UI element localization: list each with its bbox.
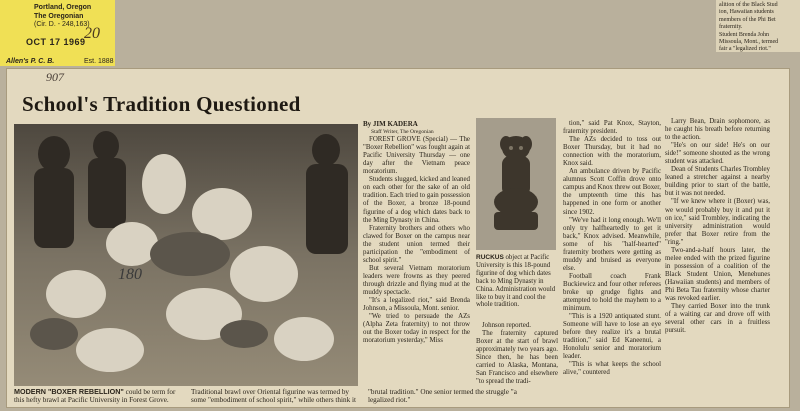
article-column-5 xyxy=(665,118,770,408)
paragraph: "We tried to persuade the AZs (Alpha Zeta fraternity) to not throw out the Boxer today in respect for the moratorium yesterday," Miss xyxy=(363,313,470,345)
label-date: OCT 17 1969 xyxy=(26,37,86,47)
label-paper: The Oregonian xyxy=(34,12,84,20)
photo-caption xyxy=(14,387,517,410)
dog-figurine-photo xyxy=(476,118,556,250)
clipping-agency xyxy=(6,58,114,65)
paragraph: Johnson reported. xyxy=(482,322,531,329)
brawl-photo-illustration xyxy=(14,124,358,386)
adjacent-article-stub xyxy=(716,0,800,52)
clipping-service-label xyxy=(0,0,115,66)
paragraph: They carried Boxer into the trunk of a waiting car and drove off with several other cars in a fruitless pursuit. xyxy=(665,303,770,335)
paragraph: Football coach Frank Buckiewicz and four other referees broke up grudge fights and attempted to hold the mayhem to a minimum. xyxy=(563,272,661,313)
photo-caption-text: could be term for this hefty brawl at Pacific University in Forest Grove. Traditional brawl over Oriental figurine was termed by some "embodiment of xyxy=(14,388,350,404)
stub-line: Student Brenda John xyxy=(719,31,769,38)
article-column-4 xyxy=(563,120,661,408)
paragraph: The fraternity captured Boxer at the start of brawl approximately two years ago. Since then, he has been carried to Alaska, Montana, San Francisco and elsewhere "to spread the tradi- xyxy=(476,330,558,386)
paragraph: Two-and-a-half hours later, the melee ended with the prized figurine in possession of a coalition of the Black Student Union, Menehunes (Hawaiian students) and members of Phi Beta Tau fraternity whose charter was revoked earlier. xyxy=(665,246,770,303)
stub-line: ion, Hawaiian students xyxy=(719,9,774,16)
label-circulation: (Cir. D. - 248,163) xyxy=(34,21,90,28)
dog-figurine-illustration xyxy=(476,118,556,250)
handwritten-id: 907 xyxy=(46,70,64,84)
column-5-text xyxy=(665,118,770,335)
column-3-text xyxy=(476,322,558,386)
paragraph: Fraternity brothers and others who clawed for Boxer on the campus near the student union termed their participation the "embodiment of school spirit." xyxy=(363,224,470,264)
paragraph: "We've had it long enough. We'll only try halfheartedly to get it back," Knox advised. Meanwhile, some of his "half-hearted" fraternity brothers were getting as muddy and bruised as everyone else. xyxy=(563,216,661,272)
agency-name: Allen's P. C. B. xyxy=(6,58,55,65)
article-column-3 xyxy=(476,322,558,408)
figurine-caption-lead: RUCKUS xyxy=(476,254,504,261)
paragraph: "It's a legalized riot," said Brenda Johnson, a Missoula, Mont. senior. xyxy=(363,297,470,313)
label-page-number: 20 xyxy=(84,25,100,42)
stub-line: fraternity. xyxy=(719,24,743,31)
brawl-photo xyxy=(14,124,358,386)
photo-caption-lead: MODERN "BOXER REBELLION" xyxy=(14,387,124,396)
paragraph: The AZs decided to toss out Boxer Thursday, but it had no connection with the moratorium, Knox said. xyxy=(563,136,661,168)
stub-line: alition of the Black Stud xyxy=(719,2,778,8)
byline-credit: Staff Writer, The Oregonian xyxy=(371,129,434,136)
agency-established: Est. 1888 xyxy=(84,58,114,65)
column-1-text xyxy=(363,136,470,345)
byline: By JIM KADERA xyxy=(363,120,418,128)
paragraph: "This is what keeps the school alive," countered xyxy=(563,361,661,377)
paragraph: But several Vietnam moratorium leaders were frowns as they peered through drizzle and flying mud at the muddy spectacle. xyxy=(363,264,470,296)
figurine-caption-text: object at Pacific University is this 18-pound figurine of dog which dates back to Ming Dynasty in China. Administration would like to buy it and cool the whole tradition. xyxy=(476,254,556,309)
paragraph: "This is a 1920 antiquated stunt. Someone will have to lose an eye before they realize it's a brutal tradition," said Ed Kaneenui, a Honolulu senior and moratorium leader. xyxy=(563,313,661,361)
paragraph: Larry Bean, Drain sophomore, as he caught his breath before returning to the action. xyxy=(665,118,770,142)
photo-caption-tail: school spirit," while others think it "brutal tradition." One senior termed the struggle "a legalized riot." xyxy=(254,388,517,404)
paragraph: An ambulance driven by Pacific alumnus Scott Coffin drove onto campus and Knox threw out Boxer, the umpteenth time this has happened in one form or another since 1902. xyxy=(563,168,661,216)
paragraph: Dean of Students Charles Trombley leaned a stretcher against a nearby building prior to start of the battle, but it was not needed. xyxy=(665,166,770,198)
paragraph: FOREST GROVE (Special) — The "Boxer Rebellion" was fought again at Pacific University Thursday — one day after the Vietnam peace moratorium. xyxy=(363,136,470,176)
paragraph: Students slugged, kicked and leaned on each other for the sake of an old tradition. Each tried to gain possession of the Boxer, a bronze 18-pound figurine of a dog which dates back to the Ming Dynasty in China. xyxy=(363,176,470,224)
stub-line: members of the Phi Bet xyxy=(719,16,776,23)
article-column-1 xyxy=(363,120,470,408)
column-4-text xyxy=(563,120,661,378)
label-city: Portland, Oregon xyxy=(34,4,92,11)
photo-handwritten-note: 180 xyxy=(118,266,142,283)
paragraph: "He's on our side! He's on our side!" someone shouted as the wrong student was attacked. xyxy=(665,142,770,166)
headline: School's Tradition Questioned xyxy=(22,92,301,116)
paragraph: "If we knew where it (Boxer) was, we would probably buy it and put it on ice," said Trombley, indicating the university administration would prefer that Boxer retire from the "ring." xyxy=(665,198,770,246)
figurine-caption xyxy=(476,254,558,309)
stub-line: fair a "legalized riot." xyxy=(719,46,771,53)
paragraph: tion," said Pat Knox, Stayton, fraternity president. xyxy=(563,120,661,136)
stub-line: Missoula, Mont., termed xyxy=(719,39,779,46)
